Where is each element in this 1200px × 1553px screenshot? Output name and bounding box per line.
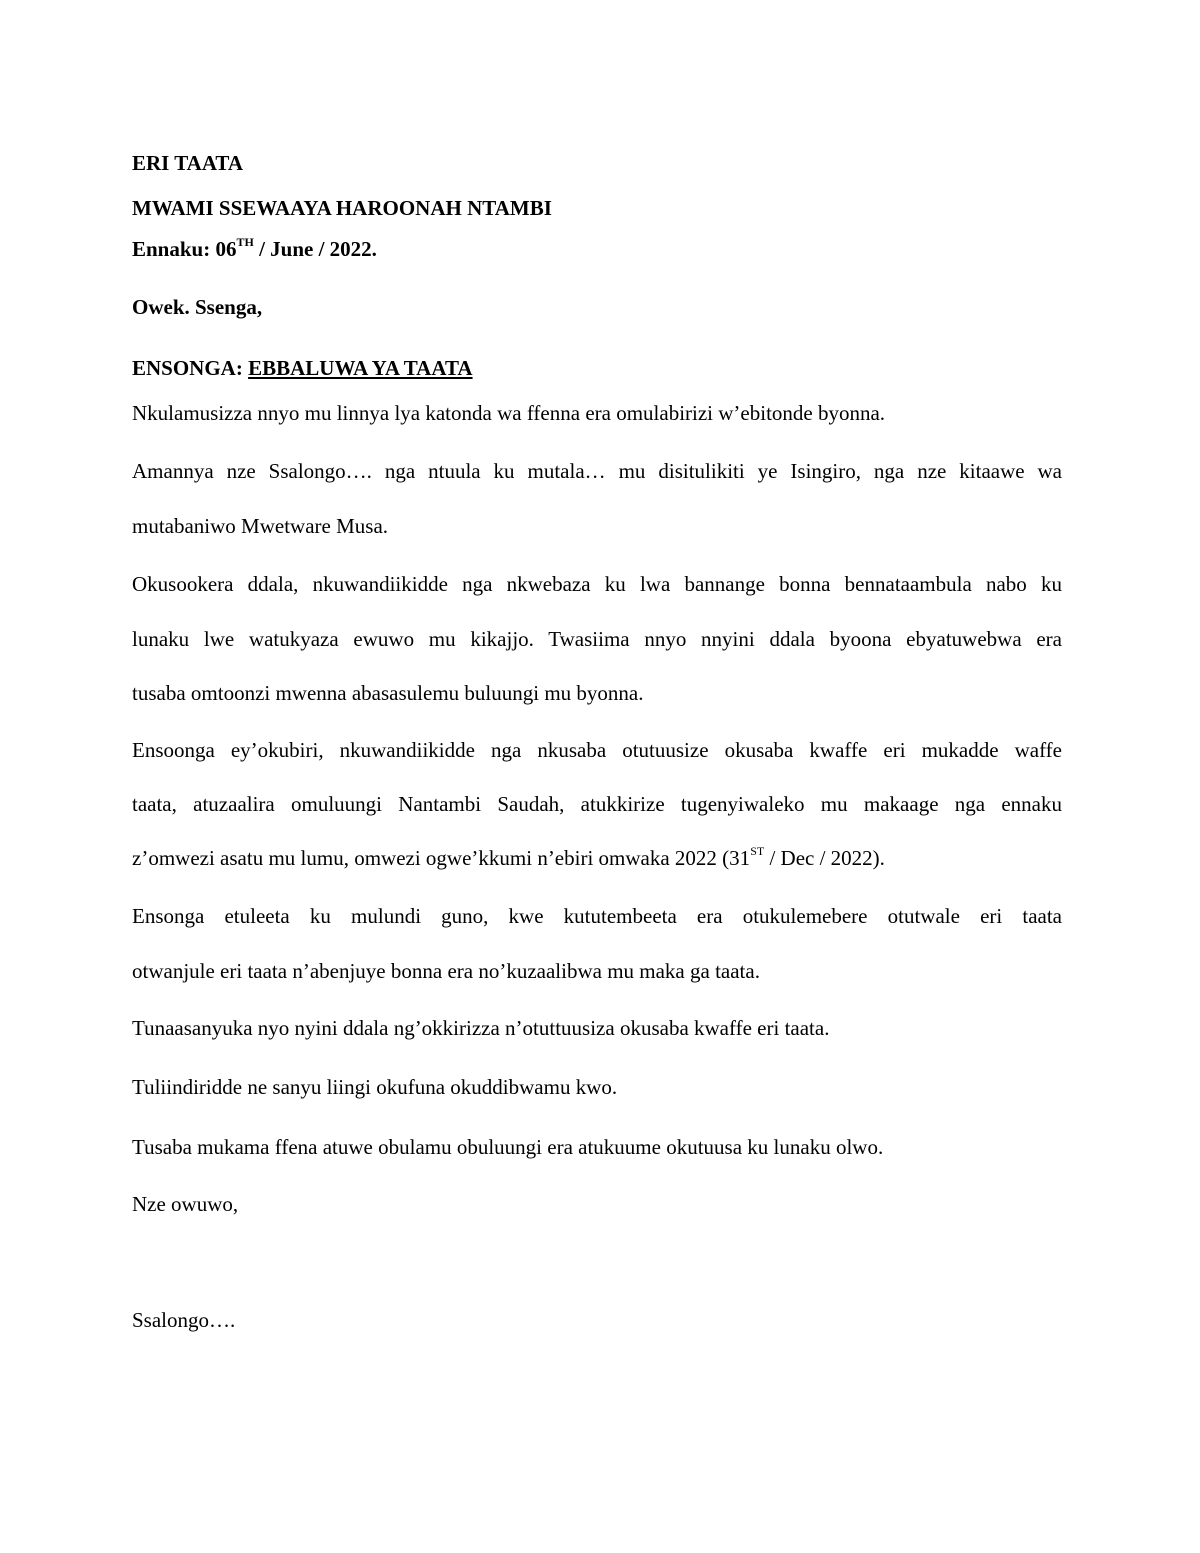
subject-title: EBBALUWA YA TAATA [248,356,473,380]
paragraph-3-line-2: taata, atuzaalira omuluungi Nantambi Saudah, atukkirize tugenyiwaleko mu makaage nga ennaku [132,792,1062,816]
recipient-name: MWAMI SSEWAAYA HAROONAH NTAMBI [132,196,552,220]
paragraph-3-line-3 [132,845,885,871]
p3-date-suffix: ST [750,844,765,858]
subject-line [132,355,473,381]
paragraph-2-line-2: lunaku lwe watukyaza ewuwo mu kikajjo. Twasiima nnyo nnyini ddala byoona ebyatuwebwa era [132,627,1062,651]
paragraph-1-line-1: Amannya nze Ssalongo…. nga ntuula ku mutala… mu disitulikiti ye Isingiro, nga nze kitaawe wa [132,459,1062,483]
subject-label: ENSONGA: [132,356,249,380]
closing: Nze owuwo, [132,1192,239,1216]
greeting-paragraph: Nkulamusizza nnyo mu linnya lya katonda wa ffenna era omulabirizi w’ebitonde byonna. [132,401,886,425]
date-label: Ennaku: 06 [132,237,237,261]
letter-date [132,236,377,262]
paragraph-6: Tuliindiridde ne sanyu liingi okufuna okuddibwamu kwo. [132,1075,618,1099]
paragraph-1-line-2: mutabaniwo Mwetware Musa. [132,514,389,538]
salutation: Owek. Ssenga, [132,295,263,319]
paragraph-5: Tunaasanyuka nyo nyini ddala ng’okkirizza n’otuttuusiza okusaba kwaffe eri taata. [132,1016,830,1040]
paragraph-7: Tusaba mukama ffena atuwe obulamu obuluungi era atukuume okutuusa ku lunaku olwo. [132,1135,884,1159]
recipient-heading: ERI TAATA [132,151,244,175]
paragraph-4-line-1: Ensonga etuleeta ku mulundi guno, kwe kututembeeta era otukulemebere otutwale eri taata [132,904,1062,928]
signature: Ssalongo…. [132,1308,236,1332]
p3-text-b: / Dec / 2022). [764,846,885,870]
paragraph-2-line-1: Okusookera ddala, nkuwandiikidde nga nkwebaza ku lwa bannange bonna bennataambula nabo ku [132,572,1062,596]
date-suffix: TH [236,235,254,249]
date-rest: / June / 2022. [253,237,377,261]
p3-text-a: z’omwezi asatu mu lumu, omwezi ogwe’kkumi n’ebiri omwaka 2022 (31 [132,846,751,870]
paragraph-4-line-2: otwanjule eri taata n’abenjuye bonna era no’kuzaalibwa mu maka ga taata. [132,959,760,983]
paragraph-2-line-3: tusaba omtoonzi mwenna abasasulemu buluungi mu byonna. [132,681,644,705]
paragraph-3-line-1: Ensoonga ey’okubiri, nkuwandiikidde nga nkusaba otutuusize okusaba kwaffe eri mukadde waffe [132,738,1062,762]
